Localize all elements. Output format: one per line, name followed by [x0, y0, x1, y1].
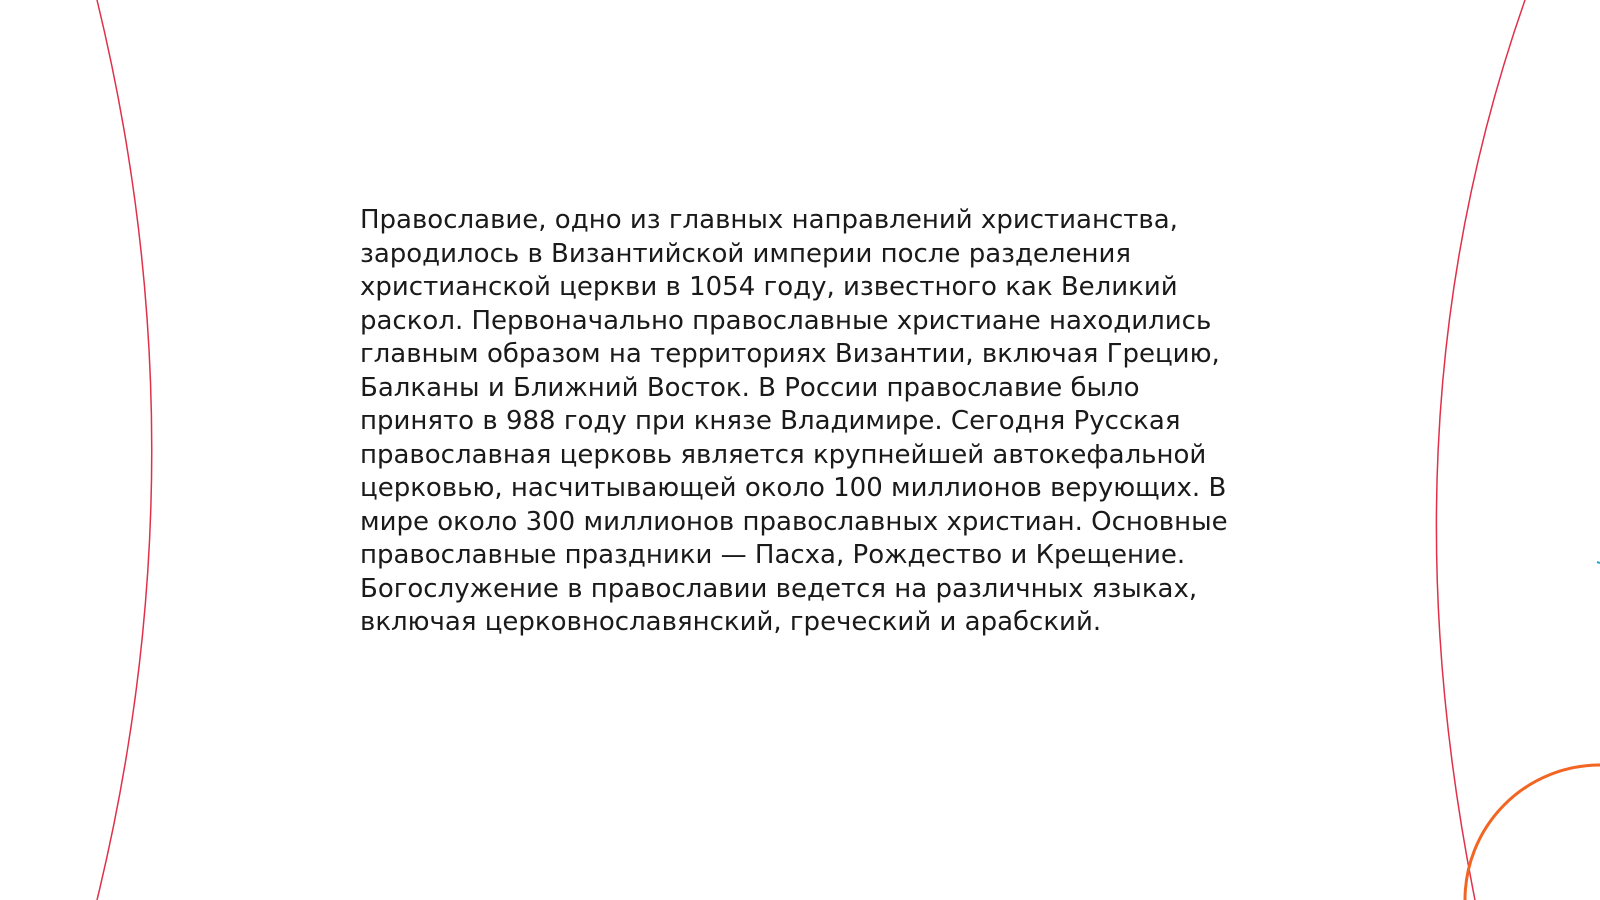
orange-circle-outline — [1465, 765, 1600, 900]
right-curve-line — [1436, 0, 1525, 900]
left-curve-line — [97, 0, 152, 900]
body-text: Православие, одно из главных направлений христианства, зародилось в Византийской империи после разделения христианской церкви в 1054 году, известного как Великий раскол. Первоначально православные христиане находились главным образом на территориях Византии, включая Грецию, Балканы и Ближний Восток. В России православие было принято в 988 году при князе Владимире. Сегодня Русская православная церковь является крупнейшей автокефальной церковью, насчитывающей около 100 миллионов верующих. В мире около 300 миллионов православных христиан. Основные православные праздники — Пасха, Рождество и Крещение. Богослужение в православии ведется на различных языках, включая церковнославянский, греческий и арабский. — [360, 205, 1228, 637]
